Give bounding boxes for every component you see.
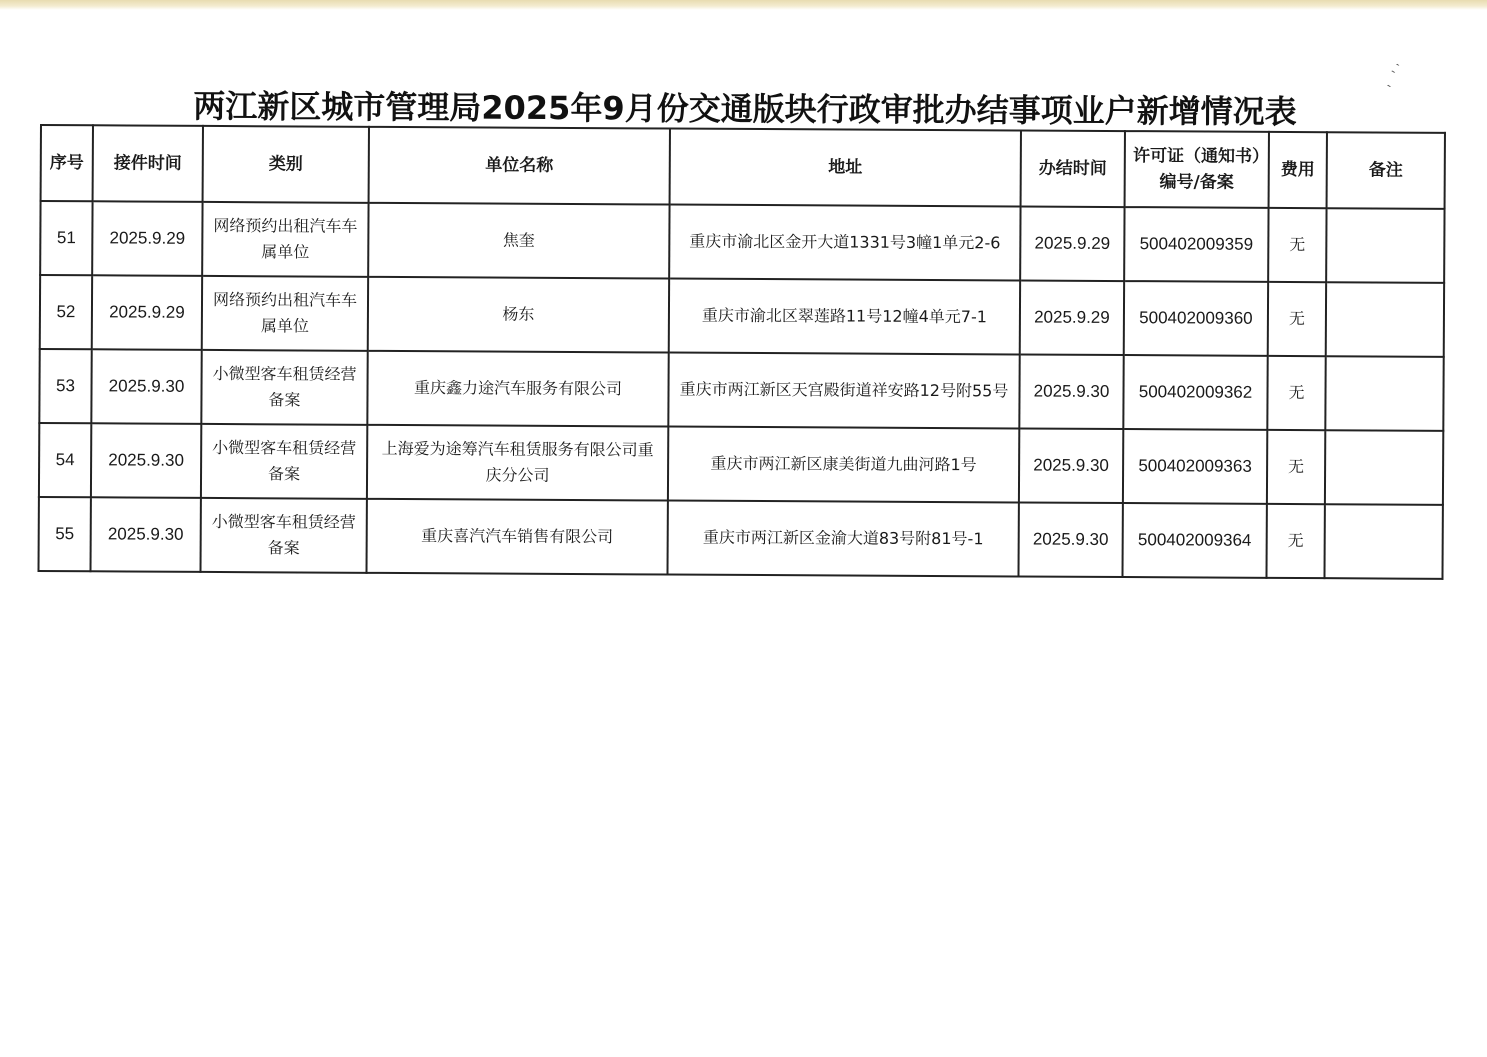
- table-row: [39, 497, 1443, 579]
- table-row: [40, 275, 1444, 357]
- cell-received: 2025.9.30: [91, 497, 201, 572]
- cell-unit: 上海爱为途筹汽车租赁服务有限公司重庆分公司: [367, 425, 668, 501]
- cell-seq: 52: [40, 275, 92, 349]
- cell-completed: 2025.9.29: [1020, 206, 1124, 281]
- cell-completed: 2025.9.30: [1019, 354, 1123, 429]
- cell-received: 2025.9.29: [92, 201, 202, 276]
- cell-unit: 杨东: [368, 277, 669, 353]
- cell-completed: 2025.9.30: [1019, 428, 1123, 503]
- cell-license: 500402009359: [1124, 207, 1268, 282]
- cell-category: 小微型客车租赁经营备案: [201, 350, 367, 425]
- cell-seq: 53: [39, 349, 91, 423]
- column-header-unit: 单位名称: [369, 127, 670, 205]
- cell-category: 网络预约出租汽车车属单位: [202, 276, 368, 351]
- cell-received: 2025.9.29: [92, 275, 202, 350]
- column-header-fee: 费用: [1269, 132, 1327, 208]
- scan-smudge-mark: ˎ: [1381, 71, 1394, 89]
- cell-fee: 无: [1267, 356, 1325, 430]
- cell-seq: 55: [39, 497, 91, 571]
- column-header-remark: 备注: [1327, 132, 1445, 209]
- column-header-completed: 办结时间: [1021, 130, 1125, 207]
- scan-smudge-mark: ˎ˴: [1385, 55, 1403, 75]
- cell-completed: 2025.9.29: [1020, 280, 1124, 355]
- cell-fee: 无: [1268, 208, 1326, 282]
- scan-edge: [0, 0, 1487, 10]
- cell-license: 500402009360: [1124, 281, 1268, 356]
- cell-license: 500402009364: [1122, 503, 1266, 578]
- cell-address: 重庆市渝北区金开大道1331号3幢1单元2-6: [669, 205, 1020, 281]
- table-header-row: [41, 125, 1445, 209]
- document-title: 两江新区城市管理局2025年9月份交通版块行政审批办结事项业户新增情况表: [193, 87, 1297, 131]
- cell-category: 网络预约出租汽车车属单位: [202, 202, 368, 277]
- cell-license: 500402009363: [1123, 429, 1267, 504]
- cell-received: 2025.9.30: [91, 423, 201, 498]
- column-header-category: 类别: [203, 126, 369, 203]
- cell-unit: 重庆鑫力途汽车服务有限公司: [367, 351, 668, 427]
- table-row: [39, 423, 1443, 505]
- table-row: [40, 201, 1444, 283]
- cell-fee: 无: [1268, 282, 1326, 356]
- cell-seq: 51: [40, 201, 92, 275]
- cell-remark: [1325, 430, 1443, 505]
- cell-remark: [1326, 208, 1444, 283]
- cell-address: 重庆市两江新区天宫殿街道祥安路12号附55号: [668, 353, 1019, 429]
- approval-table-wrapper: [37, 124, 1443, 580]
- cell-unit: 焦奎: [368, 203, 669, 279]
- table-row: [39, 349, 1443, 431]
- column-header-seq: 序号: [41, 125, 93, 201]
- cell-address: 重庆市渝北区翠莲路11号12幢4单元7-1: [669, 279, 1020, 355]
- cell-address: 重庆市两江新区康美街道九曲河路1号: [668, 427, 1019, 503]
- cell-completed: 2025.9.30: [1018, 502, 1122, 577]
- cell-remark: [1324, 504, 1442, 579]
- cell-remark: [1325, 356, 1443, 431]
- column-header-license: 许可证（通知书）编号/备案: [1125, 131, 1269, 208]
- cell-fee: 无: [1266, 504, 1324, 578]
- cell-license: 500402009362: [1123, 355, 1267, 430]
- cell-remark: [1326, 282, 1444, 357]
- cell-unit: 重庆喜汽汽车销售有限公司: [366, 499, 667, 575]
- column-header-received: 接件时间: [93, 125, 203, 202]
- cell-category: 小微型客车租赁经营备案: [201, 498, 367, 573]
- cell-category: 小微型客车租赁经营备案: [201, 424, 367, 499]
- cell-fee: 无: [1267, 430, 1325, 504]
- approval-table: [37, 124, 1445, 580]
- cell-received: 2025.9.30: [91, 349, 201, 424]
- column-header-address: 地址: [670, 129, 1021, 207]
- cell-seq: 54: [39, 423, 91, 497]
- cell-address: 重庆市两江新区金渝大道83号附81号-1: [667, 501, 1018, 577]
